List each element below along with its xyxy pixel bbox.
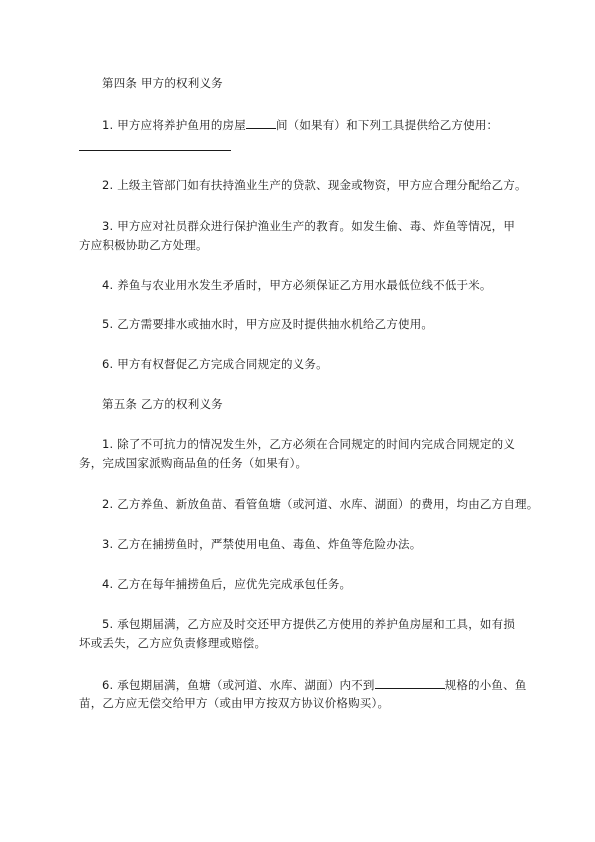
article-5-item-6-text-before: 6. 承包期届满，鱼塘（或河道、水库、湖面）内不到: [102, 678, 375, 692]
article-4-item-4: 4. 养鱼与农业用水发生矛盾时，甲方必须保证乙方用水最低位线不低于米。: [102, 278, 492, 292]
article-4-item-2: 2. 上级主管部门如有扶持渔业生产的贷款、现金或物资，甲方应合理分配给乙方。: [102, 178, 527, 192]
blank-fish-size-spec: [375, 677, 445, 689]
blank-room-count: [246, 117, 276, 129]
article-5-item-5-line-2: 坏或丢失，乙方应负责修理或赔偿。: [79, 636, 267, 650]
article-4-item-5: 5. 乙方需要排水或抽水时，甲方应及时提供抽水机给乙方使用。: [102, 317, 434, 331]
article-5-item-3: 3. 乙方在捕捞鱼时，严禁使用电鱼、毒鱼、炸鱼等危险办法。: [102, 537, 422, 551]
article-4-item-3-line-1: 3. 甲方应对社员群众进行保护渔业生产的教育。如发生偷、毒、炸鱼等情况，甲: [102, 219, 516, 233]
article-5-item-6-line-1: [102, 677, 527, 692]
article-5-item-1-line-1: 1. 除了不可抗力的情况发生外，乙方必须在合同规定的时间内完成合同规定的义: [102, 437, 516, 451]
article-5-heading: 第五条 乙方的权利义务: [102, 397, 223, 411]
blank-tools-list: [79, 150, 231, 151]
article-4-item-3-line-2: 方应积极协助乙方处理。: [79, 238, 208, 252]
article-5-item-6-text-after: 规格的小鱼、鱼: [444, 678, 527, 692]
article-5-item-2: 2. 乙方养鱼、新放鱼苗、看管鱼塘（或河道、水库、湖面）的费用，均由乙方自理。: [102, 497, 539, 511]
article-5-item-5-line-1: 5. 承包期届满，乙方应及时交还甲方提供乙方使用的养护鱼房屋和工具，如有损: [102, 617, 516, 631]
article-4-heading: 第四条 甲方的权利义务: [102, 76, 223, 90]
article-5-item-1-line-2: 务，完成国家派购商品鱼的任务（如果有）。: [79, 456, 308, 470]
article-4-item-6: 6. 甲方有权督促乙方完成合同规定的义务。: [102, 357, 328, 371]
article-5-item-4: 4. 乙方在每年捕捞鱼后，应优先完成承包任务。: [102, 577, 352, 591]
article-5-item-6-line-2: 苗，乙方应无偿交给甲方（或由甲方按双方协议价格购买）。: [79, 696, 390, 710]
article-4-item-1-text-before: 1. 甲方应将养护鱼用的房屋: [102, 118, 246, 132]
article-4-item-1-text-after: 间（如果有）和下列工具提供给乙方使用：: [275, 118, 499, 132]
article-4-item-1: [102, 117, 498, 132]
